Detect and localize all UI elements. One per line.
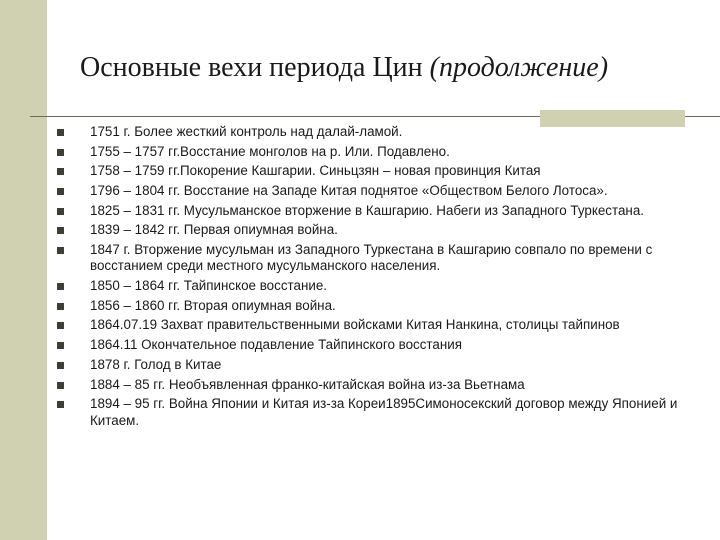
list-item-text: 1864.11 Окончательное подавление Тайпинского восстания (90, 337, 462, 353)
slide-title-main: Основные вехи периода Цин (80, 52, 423, 83)
square-bullet-icon (57, 188, 64, 195)
square-bullet-icon (57, 342, 64, 349)
list-item (56, 357, 706, 373)
list-item (56, 183, 706, 199)
square-bullet-icon (57, 247, 64, 254)
square-bullet-icon (57, 362, 64, 369)
square-bullet-icon (57, 283, 64, 290)
list-item (56, 337, 706, 353)
list-item-text: 1839 – 1842 гг. Первая опиумная война. (90, 222, 338, 238)
bullet-list (56, 124, 706, 432)
list-item-text: 1825 – 1831 гг. Мусульманское вторжение в Кашгарию. Набеги из Западного Туркестана. (90, 202, 644, 218)
list-item-text: 1850 – 1864 гг. Тайпинское восстание. (90, 278, 327, 294)
list-item-text: 1758 – 1759 гг.Покорение Кашгарии. Синьцзян – новая провинция Китая (90, 163, 541, 179)
square-bullet-icon (57, 149, 64, 156)
list-item (56, 144, 706, 160)
square-bullet-icon (57, 168, 64, 175)
list-item (56, 377, 706, 393)
square-bullet-icon (57, 322, 64, 329)
square-bullet-icon (57, 208, 64, 215)
list-item-text: 1755 – 1757 гг.Восстание монголов на р. Или. Подавлено. (90, 143, 450, 159)
list-item (56, 222, 706, 238)
list-item (56, 163, 706, 179)
list-item-text: 1864.07.19 Захват правительственными войсками Китая Нанкина, столицы тайпинов (90, 317, 620, 333)
list-item (56, 298, 706, 314)
square-bullet-icon (57, 382, 64, 389)
list-item-text: 1894 – 95 гг. Война Японии и Китая из-за Кореи1895Симоносекский договор между Японией и Китаем. (90, 396, 678, 428)
list-item-text: 1751 г. Более жесткий контроль над далай-ламой. (90, 124, 403, 139)
list-item (56, 242, 706, 275)
slide-title-subtitle: (продолжение) (429, 52, 609, 83)
square-bullet-icon (57, 227, 64, 234)
list-item-text: 1796 – 1804 гг. Восстание на Западе Китая поднятое «Обществом Белого Лотоса». (90, 183, 608, 199)
square-bullet-icon (57, 303, 64, 310)
left-decorative-bar (0, 0, 47, 540)
square-bullet-icon (57, 129, 64, 136)
list-item-text: 1884 – 85 гг. Необъявленная франко-китайская война из-за Вьетнама (90, 376, 525, 392)
list-item-text: 1847 г. Вторжение мусульман из Западного Туркестана в Кашгарию совпало по времени с восстанием среди местного мусульманского населения. (90, 242, 653, 274)
list-item (56, 278, 706, 294)
list-item (56, 124, 706, 140)
list-item (56, 396, 706, 429)
list-item (56, 203, 706, 219)
list-item-text: 1878 г. Голод в Китае (90, 356, 222, 372)
square-bullet-icon (57, 401, 64, 408)
list-item-text: 1856 – 1860 гг. Вторая опиумная война. (90, 297, 336, 313)
list-item (56, 317, 706, 333)
slide-title (80, 52, 700, 84)
